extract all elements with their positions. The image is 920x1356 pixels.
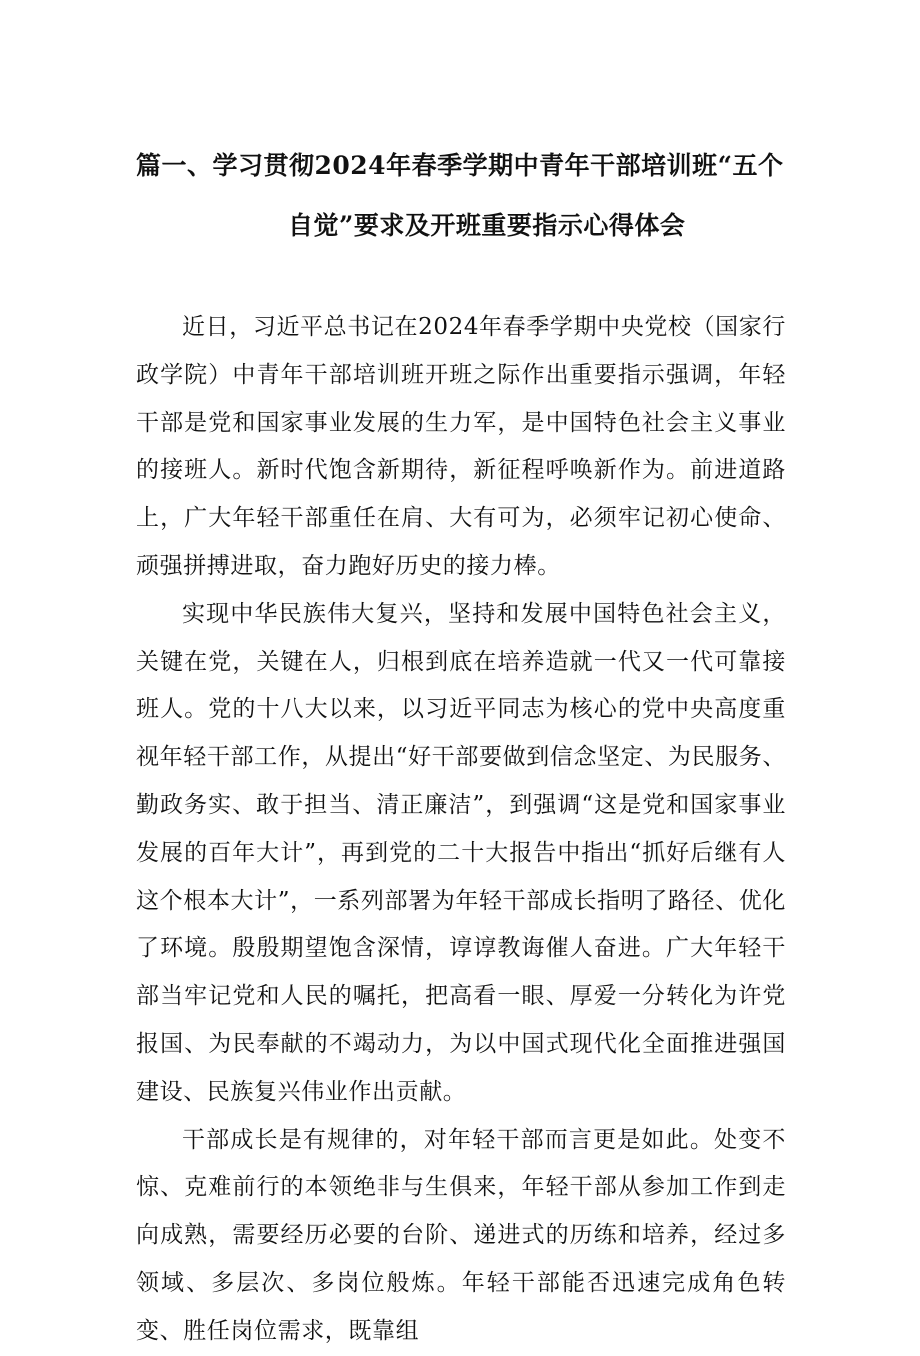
title-line-1: 篇一、学习贯彻2024年春季学期中青年干部培训班“五个 <box>136 151 784 180</box>
paragraph-3: 干部成长是有规律的，对年轻干部而言更是如此。处变不惊、克难前行的本领绝非与生俱来，年轻干部从参加工作到走向成熟，需要经历必要的台阶、递进式的历练和培养，经过多领域、多层次、多岗位般炼。年轻干部能否迅速完成角色转变、胜任岗位需求，既靠组 <box>136 1126 786 1344</box>
paragraph-1: 近日，习近平总书记在2024年春季学期中央党校（国家行政学院）中青年干部培训班开班之际作出重要指示强调，年轻干部是党和国家事业发展的生力军，是中国特色社会主义事业的接班人。新时代饱含新期待，新征程呼唤新作为。前进道路上，广大年轻干部重任在肩、大有可为，必须牢记初心使命、顽强拼搏进取，奋力跑好历史的接力棒。 <box>136 314 786 579</box>
paragraph-2: 实现中华民族伟大复兴，坚持和发展中国特色社会主义，关键在党，关键在人，归根到底在培养造就一代又一代可靠接班人。党的十八大以来，以习近平同志为核心的党中央高度重视年轻干部工作，从提出“好干部要做到信念坚定、为民服务、勤政务实、敢于担当、清正廉洁”，到强调“这是党和国家事业发展的百年大计”，再到党的二十大报告中指出“抓好后继有人这个根本大计”，一系列部署为年轻干部成长指明了路径、优化了环境。殷殷期望饱含深情，谆谆教诲催人奋进。广大年轻干部当牢记党和人民的嘱托，把高看一眼、厚爱一分转化为许党报国、为民奉献的不竭动力，为以中国式现代化全面推进强国建设、民族复兴伟业作出贡献。 <box>136 600 786 1105</box>
document-body <box>136 304 786 1356</box>
title-line-2: 自觉”要求及开班重要指示心得体会 <box>288 211 686 240</box>
